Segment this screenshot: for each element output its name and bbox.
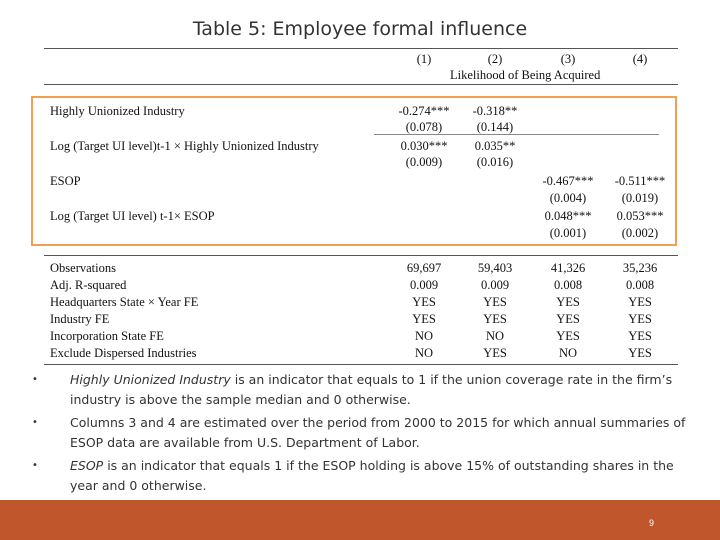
column-header-3: (3) xyxy=(560,52,576,66)
coef-row-value-col3: (0.004) xyxy=(549,191,587,205)
stat-row-value-col3: NO xyxy=(558,346,578,360)
stat-row-value-col1: YES xyxy=(412,312,436,326)
stat-row-value-col4: YES xyxy=(628,346,652,360)
table-bottom-rule xyxy=(44,364,678,365)
stat-row-value-col2: 59,403 xyxy=(477,261,513,275)
stat-row-value-col2: YES xyxy=(483,346,507,360)
note-item xyxy=(30,370,690,410)
slide-title: Table 5: Employee formal influence xyxy=(192,18,528,40)
stat-row-value-col1: NO xyxy=(414,329,434,343)
stat-row-label: Adj. R-squared xyxy=(50,278,127,292)
column-header-2: (2) xyxy=(487,52,503,66)
stat-row-value-col2: 0.009 xyxy=(480,278,510,292)
stat-row-value-col3: YES xyxy=(556,329,580,343)
coef-row-value-col4: 0.053*** xyxy=(616,209,664,223)
note-text: is an indicator that equals to 1 if the union coverage rate in the firm’s industry is above the sample median and 0 otherwise. xyxy=(70,372,673,407)
column-header-1: (1) xyxy=(416,52,432,66)
coef-row-label: Log (Target UI level)t-1 × Highly Unionized Industry xyxy=(50,139,319,153)
stat-row-value-col3: 41,326 xyxy=(550,261,586,275)
header-rule xyxy=(44,84,678,85)
coef-row-value-col4: (0.019) xyxy=(621,191,659,205)
coef-row-value-col1: -0.274*** xyxy=(398,104,450,118)
stat-row-value-col1: NO xyxy=(414,346,434,360)
stat-row-value-col4: YES xyxy=(628,329,652,343)
coef-row-value-col2: (0.016) xyxy=(476,155,514,169)
column-header-4: (4) xyxy=(632,52,648,66)
bullet: • xyxy=(32,460,38,471)
coef-row-value-col1: (0.078) xyxy=(405,120,443,134)
stat-row-value-col2: YES xyxy=(483,312,507,326)
footer-bar xyxy=(0,500,720,540)
stat-row-value-col3: YES xyxy=(556,295,580,309)
coef-row-value-col4: -0.511*** xyxy=(614,174,666,188)
dependent-variable-label: Likelihood of Being Acquired xyxy=(450,68,601,82)
note-item xyxy=(30,413,690,453)
coef-row-value-col1: (0.009) xyxy=(405,155,443,169)
stat-row-value-col4: 0.008 xyxy=(625,278,655,292)
note-text: is an indicator that equals 1 if the ESOP holding is above 15% of outstanding shares in the year and 0 otherwise. xyxy=(70,458,674,493)
coef-row-value-col1: 0.030*** xyxy=(400,139,448,153)
table-top-rule xyxy=(44,48,678,49)
stat-row-label: Industry FE xyxy=(50,312,110,326)
coef-row-value-col3: 0.048*** xyxy=(544,209,592,223)
stat-row-label: Observations xyxy=(50,261,116,275)
note-italic-term: Highly Unionized Industry xyxy=(70,372,231,387)
bullet: • xyxy=(32,417,38,428)
stat-row-value-col4: YES xyxy=(628,295,652,309)
highlight-box xyxy=(31,96,677,246)
stat-row-label: Headquarters State × Year FE xyxy=(50,295,199,309)
coef-row-value-col4: (0.002) xyxy=(621,226,659,240)
stat-row-value-col4: YES xyxy=(628,312,652,326)
coef-row-value-col2: (0.144) xyxy=(476,120,514,134)
stat-row-value-col2: NO xyxy=(485,329,505,343)
notes-list xyxy=(30,370,690,499)
stat-row-value-col1: 69,697 xyxy=(406,261,442,275)
stat-row-value-col1: YES xyxy=(412,295,436,309)
stat-row-value-col3: YES xyxy=(556,312,580,326)
stat-row-value-col3: 0.008 xyxy=(553,278,583,292)
stat-row-label: Exclude Dispersed Industries xyxy=(50,346,197,360)
coef-row-label: Highly Unionized Industry xyxy=(50,104,185,118)
coef-row-label: Log (Target UI level) t-1× ESOP xyxy=(50,209,215,223)
stat-row-label: Incorporation State FE xyxy=(50,329,164,343)
bullet: • xyxy=(32,374,38,385)
page-number: 9 xyxy=(648,518,654,528)
stat-row-value-col1: 0.009 xyxy=(409,278,439,292)
stat-row-value-col4: 35,236 xyxy=(622,261,658,275)
coef-row-value-col3: -0.467*** xyxy=(542,174,594,188)
coef-row-value-col2: -0.318** xyxy=(472,104,518,118)
note-item xyxy=(30,456,690,496)
note-italic-term: ESOP xyxy=(70,458,104,473)
stat-row-value-col2: YES xyxy=(483,295,507,309)
coef-row-value-col2: 0.035** xyxy=(474,139,516,153)
coef-row-label: ESOP xyxy=(50,174,81,188)
coef-row-value-col3: (0.001) xyxy=(549,226,587,240)
stats-top-rule xyxy=(44,255,678,256)
note-text: Columns 3 and 4 are estimated over the period from 2000 to 2015 for which annual summaries of ESOP data are available from U.S. Department of Labor. xyxy=(70,415,686,450)
